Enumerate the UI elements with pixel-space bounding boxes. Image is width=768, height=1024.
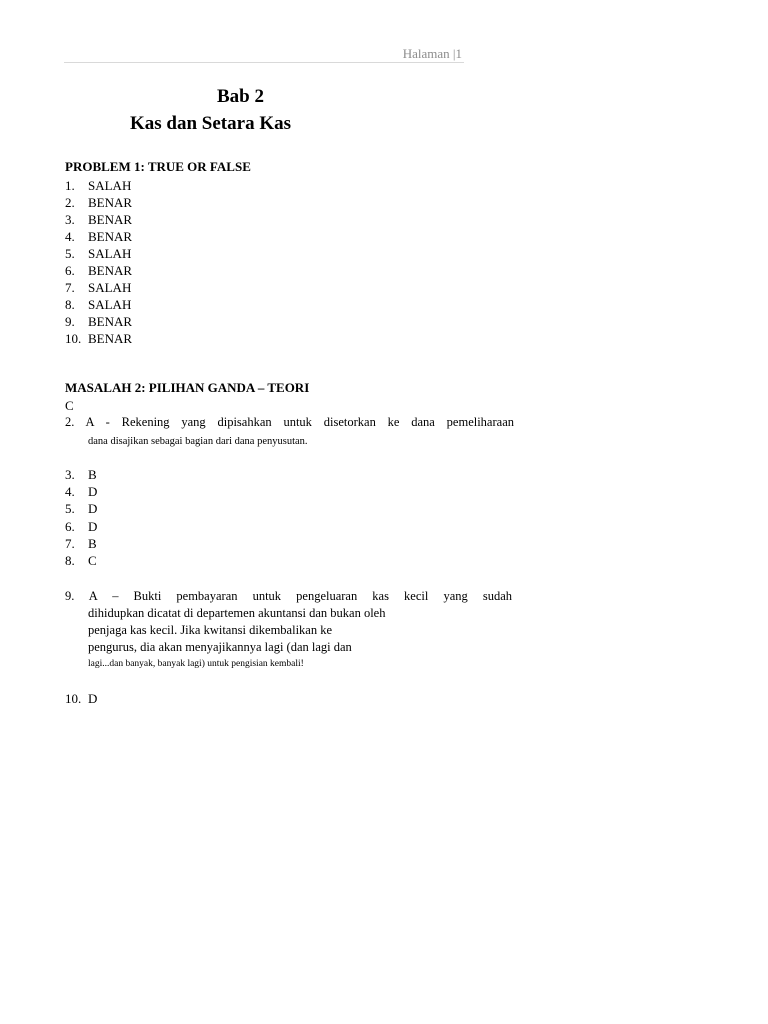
item-answer: B (88, 536, 97, 551)
item9-line2: dihidupkan dicatat di departemen akuntansi dan bukan oleh (88, 606, 386, 620)
list-item (65, 296, 131, 313)
item-answer: D (88, 484, 98, 499)
list-item (65, 535, 97, 552)
list-item (65, 518, 97, 535)
item-number: 7. (65, 280, 75, 295)
item9-line1: 9. A – Bukti pembayaran untuk pengeluaran kas kecil yang sudah (65, 589, 512, 603)
chapter-title: Bab 2 (217, 86, 264, 107)
item-number: 1. (65, 178, 75, 193)
item-answer: BENAR (88, 331, 133, 346)
item9-line5: lagi...dan banyak, banyak lagi) untuk pengisian kembali! (88, 659, 304, 669)
item-answer: D (88, 519, 98, 534)
list-item (65, 228, 132, 245)
list-item (65, 483, 97, 500)
list-item (65, 466, 97, 483)
item-answer: D (88, 501, 98, 516)
item-answer: BENAR (88, 212, 133, 227)
page-number: Halaman |1 (402, 46, 462, 61)
item-number: 2. (65, 195, 75, 210)
problem2-first-answer: C (65, 398, 74, 413)
item-answer: C (88, 553, 97, 568)
item-number: 10. (65, 691, 82, 706)
item-answer: B (88, 467, 97, 482)
item2-line1: 2. A - Rekening yang dipisahkan untuk disetorkan ke dana pemeliharaan (65, 415, 514, 429)
list-item (65, 313, 132, 330)
item-number: 3. (65, 467, 75, 482)
item-answer: BENAR (88, 263, 133, 278)
item-number: 7. (65, 536, 75, 551)
item-number: 9. (65, 314, 75, 329)
item-answer: SALAH (88, 280, 132, 295)
item2-line2: dana disajikan sebagai bagian dari dana penyusutan. (88, 436, 308, 447)
list-item (65, 177, 131, 194)
item9-line3: penjaga kas kecil. Jika kwitansi dikembalikan ke (88, 623, 333, 637)
item-answer: SALAH (88, 297, 132, 312)
problem2-heading: MASALAH 2: PILIHAN GANDA – TEORI (65, 380, 310, 395)
item-number: 4. (65, 484, 75, 499)
item-answer: SALAH (88, 246, 132, 261)
list-item (65, 330, 132, 347)
item-number: 4. (65, 229, 75, 244)
item-number: 5. (65, 501, 75, 516)
list-item (65, 211, 132, 228)
problem1-heading: PROBLEM 1: TRUE OR FALSE (65, 159, 251, 174)
list-item (65, 552, 97, 569)
item-answer: BENAR (88, 229, 133, 244)
list-item (65, 194, 132, 211)
chapter-subtitle: Kas dan Setara Kas (130, 113, 291, 134)
item9-line4: pengurus, dia akan menyajikannya lagi (dan lagi dan (88, 640, 352, 654)
item-number: 8. (65, 553, 75, 568)
item-answer: BENAR (88, 314, 133, 329)
item-number: 10. (65, 331, 82, 346)
item-answer: BENAR (88, 195, 133, 210)
item-answer: SALAH (88, 178, 132, 193)
list-item (65, 500, 97, 517)
item-number: 6. (65, 519, 75, 534)
item-number: 8. (65, 297, 75, 312)
list-item (65, 262, 132, 279)
list-item (65, 245, 131, 262)
page-header (64, 40, 464, 63)
item-number: 3. (65, 212, 75, 227)
list-item (65, 279, 131, 296)
item-number: 6. (65, 263, 75, 278)
list-item (65, 690, 97, 707)
item-answer: D (88, 691, 98, 706)
item-number: 5. (65, 246, 75, 261)
